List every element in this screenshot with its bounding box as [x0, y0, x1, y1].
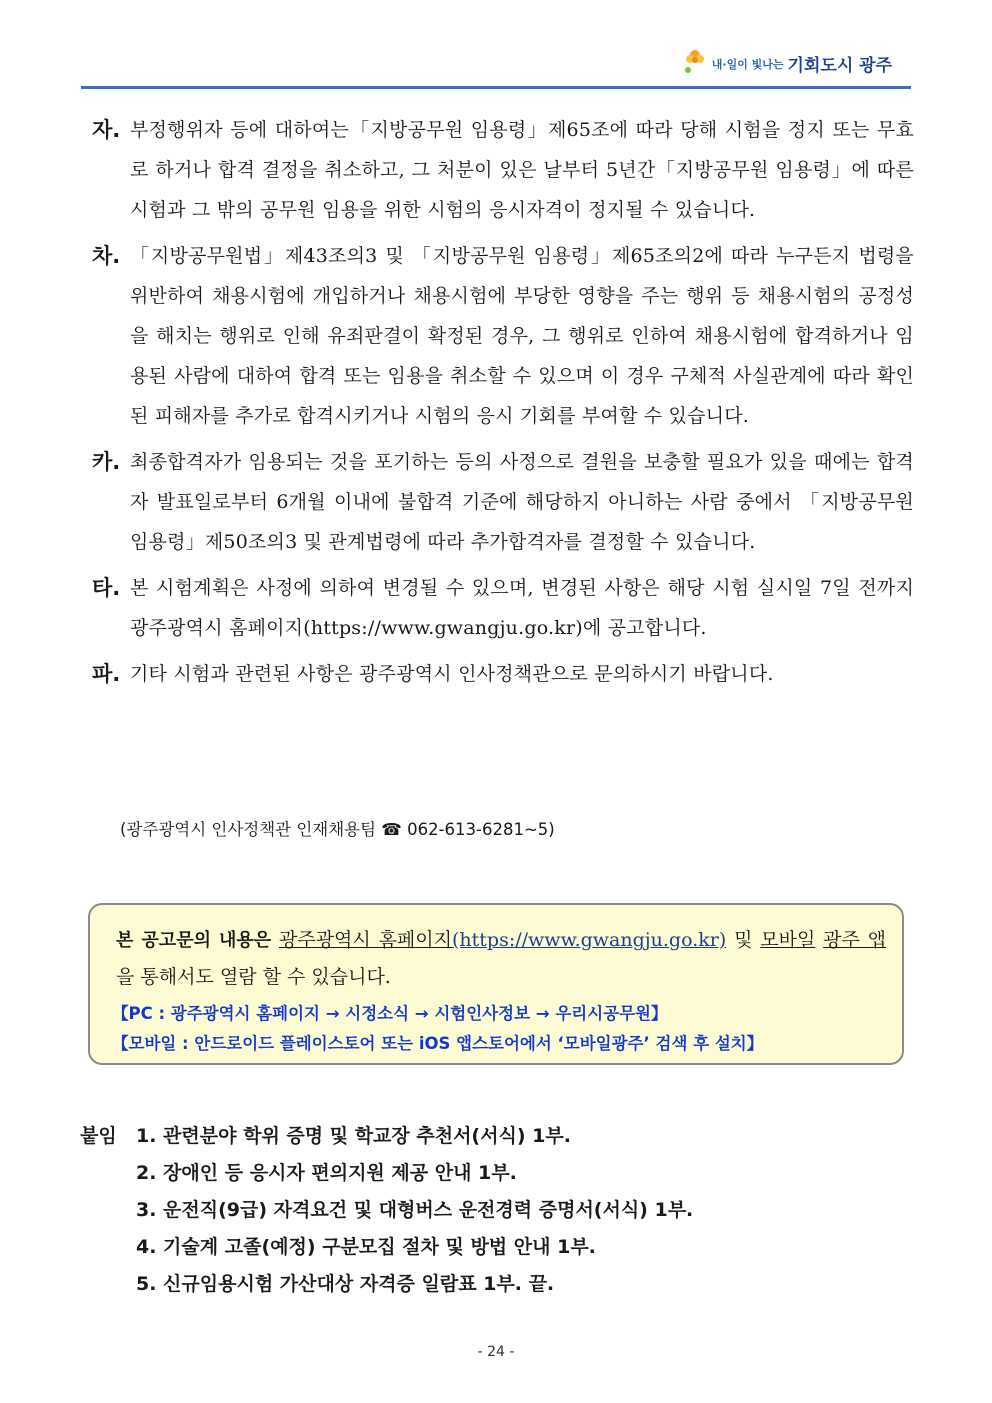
attachments-list: [80, 1118, 910, 1303]
notice-lead: 본 공고문의 내용은: [116, 930, 272, 951]
list-item: [80, 1192, 910, 1229]
item-marker: 차.: [92, 244, 121, 268]
notice-tail: 을 통해서도 열람 할 수 있습니다.: [116, 966, 391, 988]
header-divider: [81, 86, 911, 89]
attachment-item: 4. 기술계 고졸(예정) 구분모집 절차 및 방법 안내 1부.: [136, 1236, 596, 1258]
logo-title: 기회도시 광주: [787, 55, 892, 76]
page-number: - 24 -: [477, 1344, 515, 1360]
notice-box: [88, 903, 904, 1065]
logo-slogan: 내·일이 빛나는: [711, 58, 784, 71]
item-text: 부정행위자 등에 대하여는「지방공무원 임용령」제65조에 따라 당해 시험을 정지 또는 무효로 하거나 합격 결정을 취소하고, 그 처분이 있은 날부터 5년간「지방공무원 임용령」에 따른 시험과 그 밖의 공무원 임용을 위한 시험의 응시자격이 정지될 수 있습니다.: [130, 119, 914, 221]
item-text: 「지방공무원법」제43조의3 및 「지방공무원 임용령」제65조의2에 따라 누구든지 법령을 위반하여 채용시험에 개입하거나 채용시험에 부당한 영향을 주는 행위 등 채용시험의 공정성을 해치는 행위로 인해 유죄판결이 확정된 경우, 그 행위로 인하여 채용시험에 합격하거나 임용된 사람에 대하여 합격 또는 임용을 취소할 수 있으며 이 경우 구체적 사실관계에 따라 확인된 피해자를 추가로 합격시키거나 시험의 응시 기회를 부여할 수 있습니다.: [130, 245, 914, 427]
homepage-url-link[interactable]: (https://www.gwangju.go.kr): [452, 929, 727, 951]
mobile-app-link-2[interactable]: 광주 앱: [823, 929, 886, 951]
notice-and: 및: [734, 929, 753, 951]
contact-phone: 062-613-6281~5): [407, 820, 555, 839]
notice-items: [92, 110, 914, 700]
item-marker: 카.: [92, 450, 121, 474]
pc-path: 【PC : 광주광역시 홈페이지 → 시정소식 → 시험인사정보 → 우리시공무원】: [112, 1004, 668, 1023]
attachment-item: 5. 신규임용시험 가산대상 자격증 일람표 1부. 끝.: [136, 1273, 555, 1295]
contact-info: [120, 816, 555, 840]
list-item: [92, 442, 914, 562]
attachment-item: 3. 운전직(9급) 자격요건 및 대형버스 운전경력 증명서(서식) 1부.: [136, 1199, 694, 1221]
attachment-item: 2. 장애인 등 응시자 편의지원 제공 안내 1부.: [136, 1162, 517, 1184]
list-item: [92, 236, 914, 436]
list-item: [80, 1229, 910, 1266]
header-logo: [682, 46, 892, 76]
phone-icon: ☎: [381, 820, 402, 839]
homepage-link[interactable]: 광주광역시 홈페이지: [279, 929, 452, 951]
item-text: 최종합격자가 임용되는 것을 포기하는 등의 사정으로 결원을 보충할 필요가 있을 때에는 합격자 발표일로부터 6개월 이내에 불합격 기준에 해당하지 아니하는 사람 중에서 「지방공무원 임용령」제50조의3 및 관계법령에 따라 추가합격자를 결정할 수 있습니다.: [130, 451, 914, 553]
item-text: 기타 시험과 관련된 사항은 광주광역시 인사정책관으로 문의하시기 바랍니다.: [130, 663, 774, 685]
list-item: [80, 1266, 910, 1303]
notice-main-text: [116, 922, 886, 995]
attachments-label: 붙임: [80, 1125, 117, 1147]
mobile-app-link[interactable]: 모바일: [760, 929, 816, 951]
contact-prefix: (광주광역시 인사정책관 인재채용팀: [120, 820, 377, 839]
list-item: [80, 1155, 910, 1192]
list-item: [92, 568, 914, 648]
item-marker: 자.: [92, 118, 121, 142]
list-item: [92, 110, 914, 230]
attachment-item: 1. 관련분야 학위 증명 및 학교장 추천서(서식) 1부.: [136, 1125, 571, 1147]
item-text: 본 시험계획은 사정에 의하여 변경될 수 있으며, 변경된 사항은 해당 시험 실시일 7일 전까지 광주광역시 홈페이지(https://www.gwangju.go.kr)에 공고합니다.: [130, 577, 914, 639]
star-flower-icon: [682, 46, 708, 76]
list-item: [92, 654, 914, 694]
item-marker: 타.: [92, 576, 121, 600]
mobile-path: 【모바일 : 안드로이드 플레이스토어 또는 iOS 앱스토어에서 ‘모바일광주’ 검색 후 설치】: [112, 1034, 764, 1053]
list-item: [80, 1118, 910, 1155]
item-marker: 파.: [92, 662, 121, 686]
